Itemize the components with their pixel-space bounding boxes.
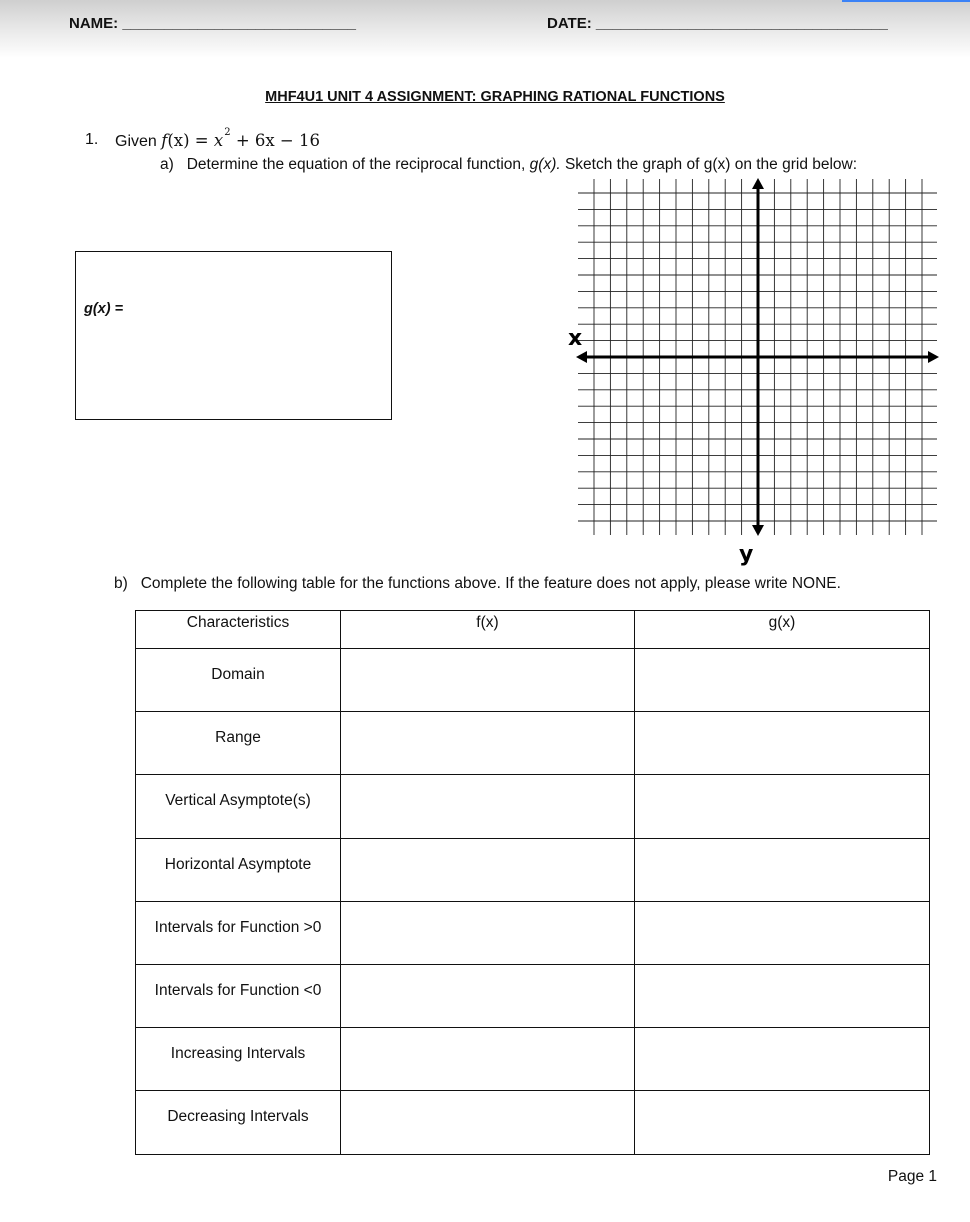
- gx-answer-box[interactable]: [75, 251, 392, 420]
- graph-grid[interactable]: [565, 176, 945, 566]
- axis-label-x: x: [568, 326, 583, 351]
- gx-answer-cell[interactable]: [635, 1091, 930, 1154]
- header-fx: f(x): [341, 611, 635, 649]
- gx-answer-cell[interactable]: [635, 775, 930, 838]
- page-number: Page 1: [887, 1168, 937, 1185]
- table-row: [136, 964, 930, 1027]
- equation-rest: + 6x − 16: [235, 131, 320, 150]
- date-field-label: DATE: ___________________________________: [547, 15, 888, 32]
- exponent: 2: [224, 127, 231, 138]
- row-characteristic: Decreasing Intervals: [136, 1091, 341, 1154]
- table-row: [136, 775, 930, 838]
- part-a-text-after: Sketch the graph of g(x) on the grid below:: [564, 156, 858, 173]
- fx-answer-cell[interactable]: [341, 649, 635, 712]
- name-field-label: NAME: ____________________________: [69, 15, 356, 32]
- part-a-fn: g(x).: [529, 156, 561, 173]
- gx-answer-cell[interactable]: [635, 838, 930, 901]
- gx-answer-cell[interactable]: [635, 712, 930, 775]
- table-row: [136, 1028, 930, 1091]
- fx-answer-cell[interactable]: [341, 1028, 635, 1091]
- fx-answer-cell[interactable]: [341, 712, 635, 775]
- y-axis-up-arrow: [752, 178, 764, 189]
- part-a-label: a): [160, 156, 174, 173]
- row-characteristic: Intervals for Function >0: [136, 901, 341, 964]
- fx-answer-cell[interactable]: [341, 901, 635, 964]
- gx-answer-cell[interactable]: [635, 901, 930, 964]
- part-b-prompt: [114, 575, 841, 593]
- assignment-title: MHF4U1 UNIT 4 ASSIGNMENT: GRAPHING RATIONAL FUNCTIONS: [265, 89, 725, 105]
- selection-accent: [842, 0, 970, 2]
- axes: [576, 178, 939, 536]
- table-row: [136, 649, 930, 712]
- table-row: [136, 712, 930, 775]
- fn-arg: (x): [167, 131, 190, 150]
- fx-answer-cell[interactable]: [341, 1091, 635, 1154]
- fx-answer-cell[interactable]: [341, 775, 635, 838]
- table-header-row: [136, 611, 930, 649]
- y-axis-down-arrow: [752, 525, 764, 536]
- row-characteristic: Increasing Intervals: [136, 1028, 341, 1091]
- characteristics-table: [135, 610, 930, 1155]
- gx-answer-cell[interactable]: [635, 649, 930, 712]
- header-characteristics: Characteristics: [136, 611, 341, 649]
- row-characteristic: Range: [136, 712, 341, 775]
- equals-sign: =: [194, 131, 209, 150]
- axis-label-y: y: [739, 542, 754, 566]
- part-a-prompt: [160, 156, 857, 174]
- term-x: x: [213, 131, 224, 150]
- table-row: [136, 901, 930, 964]
- question-given: [115, 127, 320, 151]
- header-gx: g(x): [635, 611, 930, 649]
- table-row: [136, 838, 930, 901]
- fx-answer-cell[interactable]: [341, 838, 635, 901]
- x-axis-right-arrow: [928, 351, 939, 363]
- part-a-text-before: Determine the equation of the reciprocal function,: [186, 156, 526, 173]
- gx-answer-label: g(x) =: [84, 301, 124, 317]
- part-b-text: Complete the following table for the functions above. If the feature does not apply, please write NONE.: [140, 575, 841, 592]
- x-axis-left-arrow: [576, 351, 587, 363]
- fn-name: f: [161, 131, 168, 150]
- row-characteristic: Intervals for Function <0: [136, 964, 341, 1027]
- row-characteristic: Horizontal Asymptote: [136, 838, 341, 901]
- function-equation: [161, 127, 320, 150]
- part-b-label: b): [114, 575, 128, 592]
- fx-answer-cell[interactable]: [341, 964, 635, 1027]
- row-characteristic: Domain: [136, 649, 341, 712]
- given-word: Given: [115, 133, 157, 150]
- table-row: [136, 1091, 930, 1154]
- row-characteristic: Vertical Asymptote(s): [136, 775, 341, 838]
- gx-answer-cell[interactable]: [635, 1028, 930, 1091]
- question-number: 1.: [85, 131, 99, 148]
- gx-answer-cell[interactable]: [635, 964, 930, 1027]
